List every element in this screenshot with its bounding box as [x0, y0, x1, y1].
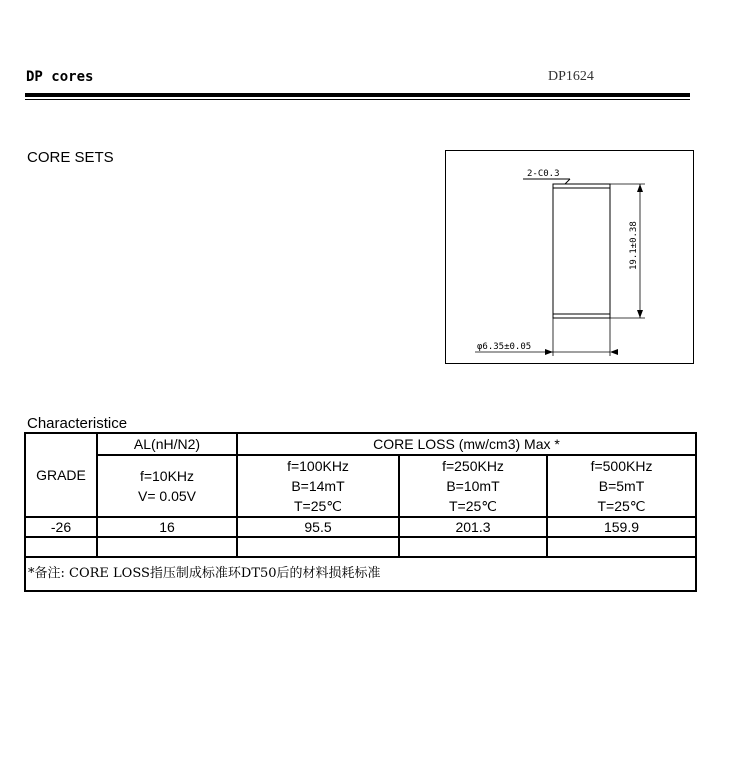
core-drawing: [445, 150, 694, 364]
condition-temp: T=25℃: [448, 498, 498, 514]
empty-cell: [399, 537, 547, 557]
al-header: AL(nH/N2): [97, 433, 237, 455]
loss-250k-cell: 201.3: [399, 517, 547, 537]
product-title: DP cores: [26, 69, 94, 85]
al-condition-voltage: V= 0.05V: [138, 488, 196, 504]
header-rule-thin: [25, 99, 690, 100]
length-label: 19.1±0.38: [629, 221, 639, 270]
characteristics-table: [24, 432, 697, 592]
empty-cell: [97, 537, 237, 557]
loss-conditions-100k: [237, 455, 399, 517]
condition-flux: B=14mT: [291, 478, 345, 494]
al-condition-freq: f=10KHz: [139, 468, 195, 484]
condition-freq: f=100KHz: [287, 458, 349, 474]
core-loss-header: CORE LOSS (mw/cm3) Max *: [237, 433, 696, 455]
length-arrow-bottom: [637, 310, 643, 318]
al-conditions: [97, 455, 237, 517]
condition-freq: f=250KHz: [442, 458, 504, 474]
chamfer-leader-tip: [565, 179, 570, 184]
drawing-frame: [446, 151, 694, 364]
table-note-row: [25, 557, 696, 591]
condition-temp: T=25℃: [597, 498, 646, 514]
loss-500k-cell: 159.9: [547, 517, 696, 537]
loss-conditions-250k: [399, 455, 547, 517]
chamfer-label: 2-C0.3: [527, 169, 560, 179]
diameter-arrow-right: [610, 349, 618, 355]
section-title: CORE SETS: [27, 149, 114, 166]
header-rule-thick: [25, 93, 690, 97]
condition-temp: T=25℃: [293, 498, 343, 514]
table-header-row: [25, 433, 696, 455]
table-row-empty: [25, 537, 696, 557]
core-loss-note: *备注: CORE LOSS指压制成标准环DT50后的材料损耗标准: [25, 557, 696, 591]
diameter-label: φ6.35±0.05: [477, 342, 532, 352]
al-cell: 16: [97, 517, 237, 537]
core-drawing-svg: [445, 150, 694, 364]
table-row: [25, 517, 696, 537]
table-conditions-row: [25, 455, 696, 517]
part-number: DP1624: [548, 69, 594, 84]
empty-cell: [237, 537, 399, 557]
diameter-arrow-left: [545, 349, 553, 355]
empty-cell: [25, 537, 97, 557]
core-rod: [553, 184, 610, 318]
condition-flux: B=5mT: [598, 478, 645, 494]
loss-conditions-500k: [547, 455, 696, 517]
length-arrow-top: [637, 184, 643, 192]
grade-cell: -26: [25, 517, 97, 537]
condition-flux: B=10mT: [446, 478, 500, 494]
loss-100k-cell: 95.5: [237, 517, 399, 537]
empty-cell: [547, 537, 696, 557]
grade-header: GRADE: [25, 433, 97, 517]
characteristics-title: Characteristice: [27, 415, 128, 432]
condition-freq: f=500KHz: [590, 458, 653, 474]
